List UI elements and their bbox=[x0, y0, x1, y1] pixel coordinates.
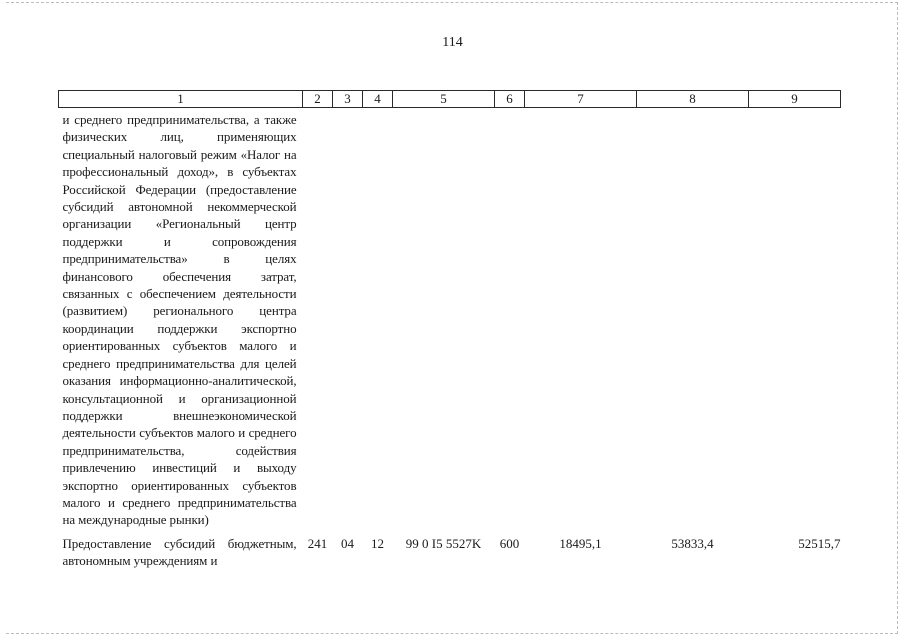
column-header-5: 5 bbox=[393, 91, 495, 108]
cell-col-6 bbox=[495, 108, 525, 529]
cell-col-2: 241 bbox=[307, 535, 328, 551]
column-header-6: 6 bbox=[495, 91, 525, 108]
column-header-7: 7 bbox=[525, 91, 637, 108]
cell-col-7 bbox=[525, 108, 637, 529]
cell-col-8 bbox=[637, 108, 749, 529]
column-header-1: 1 bbox=[59, 91, 303, 108]
column-header-3: 3 bbox=[333, 91, 363, 108]
cell-col-9: 52515,7 bbox=[798, 535, 841, 551]
page-number: 114 bbox=[442, 35, 463, 50]
header-row bbox=[59, 91, 841, 108]
column-header-8: 8 bbox=[637, 91, 749, 108]
row-description-text: и среднего предпринимательства, а также физических лиц, применяющих специальный налоговый режим «Налог на профессиональный доход», в субъектах Российской Федерации (предоставление субсидий автономной некоммерческой организации «Региональный центр поддержки и сопровождения предпринимательства» в целях финансового обеспечения затрат, связанных с обеспечением деятельности (развитием) регионального центра координации поддержки экспортно ориентированных субъектов малого и среднего предпринимательства для целей оказания информационно-аналитической, консультационной и организационной поддержки внешнеэкономической деятельности субъектов малого и среднего предпринимательства, содействия привлечению инвестиций и выходу экспортно ориентированных субъектов малого и среднего предпринимательства на международные рынки) bbox=[62, 112, 297, 528]
cell-col-6: 600 bbox=[499, 535, 520, 551]
cell-col-3: 04 bbox=[341, 535, 354, 551]
table-row bbox=[59, 529, 841, 570]
cell-col-8: 53833,4 bbox=[671, 535, 714, 551]
row-description-text: Предоставление субсидий бюджетным, автономным учреждениям и bbox=[62, 535, 297, 569]
cell-description bbox=[59, 529, 303, 570]
column-header-2: 2 bbox=[303, 91, 333, 108]
budget-table bbox=[58, 90, 841, 570]
column-header-9: 9 bbox=[749, 91, 841, 108]
cell-col-9 bbox=[749, 108, 841, 529]
cell-col-4 bbox=[363, 108, 393, 529]
column-header-4: 4 bbox=[363, 91, 393, 108]
cell-col-7: 18495,1 bbox=[559, 535, 602, 551]
cell-col-5 bbox=[393, 108, 495, 529]
cell-col-5: 99 0 I5 5527K bbox=[405, 535, 482, 551]
cell-description bbox=[59, 108, 303, 529]
table-row bbox=[59, 108, 841, 529]
cell-col-4: 12 bbox=[371, 535, 384, 551]
cell-col-2 bbox=[303, 108, 333, 529]
cell-col-3 bbox=[333, 108, 363, 529]
